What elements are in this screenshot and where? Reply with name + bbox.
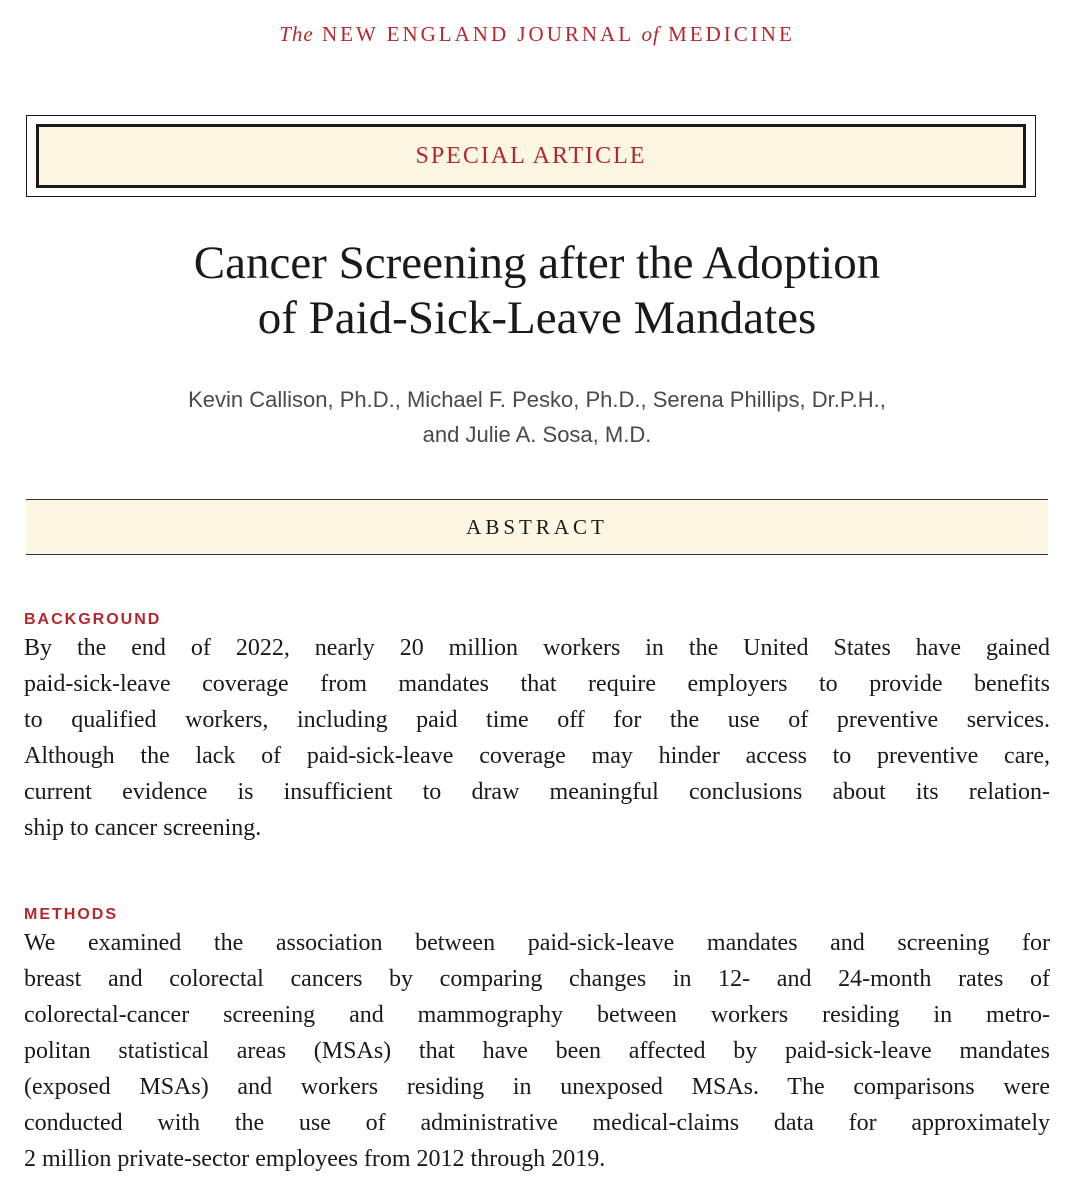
section-heading: BACKGROUND — [24, 611, 162, 628]
body-line: 2 million private-sector employees from 2012 through 2019. — [24, 1146, 606, 1172]
journal-name-part1: NEW ENGLAND JOURNAL — [321, 22, 634, 46]
abstract-label: ABSTRACT — [466, 514, 608, 539]
abstract-header-bar — [26, 499, 1048, 555]
methods-section — [24, 905, 1050, 1177]
journal-prefix: The — [279, 22, 314, 46]
title-line: Cancer Screening after the Adoption — [193, 237, 881, 289]
body-line: (exposed MSAs) and workers residing in unexposed MSAs. The comparisons were — [24, 1074, 1050, 1100]
journal-masthead — [0, 22, 1074, 47]
author-line: Kevin Callison, Ph.D., Michael F. Pesko, Ph.D., Serena Phillips, Dr.P.H., — [188, 387, 886, 412]
journal-of: of — [641, 22, 660, 46]
title-line: of Paid-Sick-Leave Mandates — [257, 292, 817, 344]
body-line: colorectal-cancer screening and mammography between workers residing in metro- — [24, 1002, 1050, 1028]
background-section — [24, 610, 1050, 846]
body-line: Although the lack of paid-sick-leave coverage may hinder access to preventive care, — [24, 743, 1050, 769]
body-line: ship to cancer screening. — [24, 815, 262, 841]
body-line: conducted with the use of administrative medical-claims data for approximately — [24, 1110, 1050, 1136]
article-type-banner — [36, 124, 1026, 188]
article-type-label: SPECIAL ARTICLE — [415, 142, 647, 169]
section-heading: METHODS — [24, 906, 118, 923]
body-line: to qualified workers, including paid time off for the use of preventive services. — [24, 707, 1050, 733]
body-line: paid-sick-leave coverage from mandates that require employers to provide benefits — [24, 671, 1050, 697]
article-title — [0, 236, 1074, 346]
body-line: politan statistical areas (MSAs) that have been affected by paid-sick-leave mandates — [24, 1038, 1050, 1064]
author-line: and Julie A. Sosa, M.D. — [422, 422, 652, 447]
body-line: current evidence is insufficient to draw meaningful conclusions about its relation- — [24, 779, 1050, 805]
body-line: By the end of 2022, nearly 20 million workers in the United States have gained — [24, 635, 1050, 661]
journal-name-part2: MEDICINE — [668, 22, 795, 46]
author-list — [0, 382, 1074, 452]
body-line: We examined the association between paid-sick-leave mandates and screening for — [24, 930, 1050, 956]
body-line: breast and colorectal cancers by comparing changes in 12- and 24-month rates of — [24, 966, 1050, 992]
